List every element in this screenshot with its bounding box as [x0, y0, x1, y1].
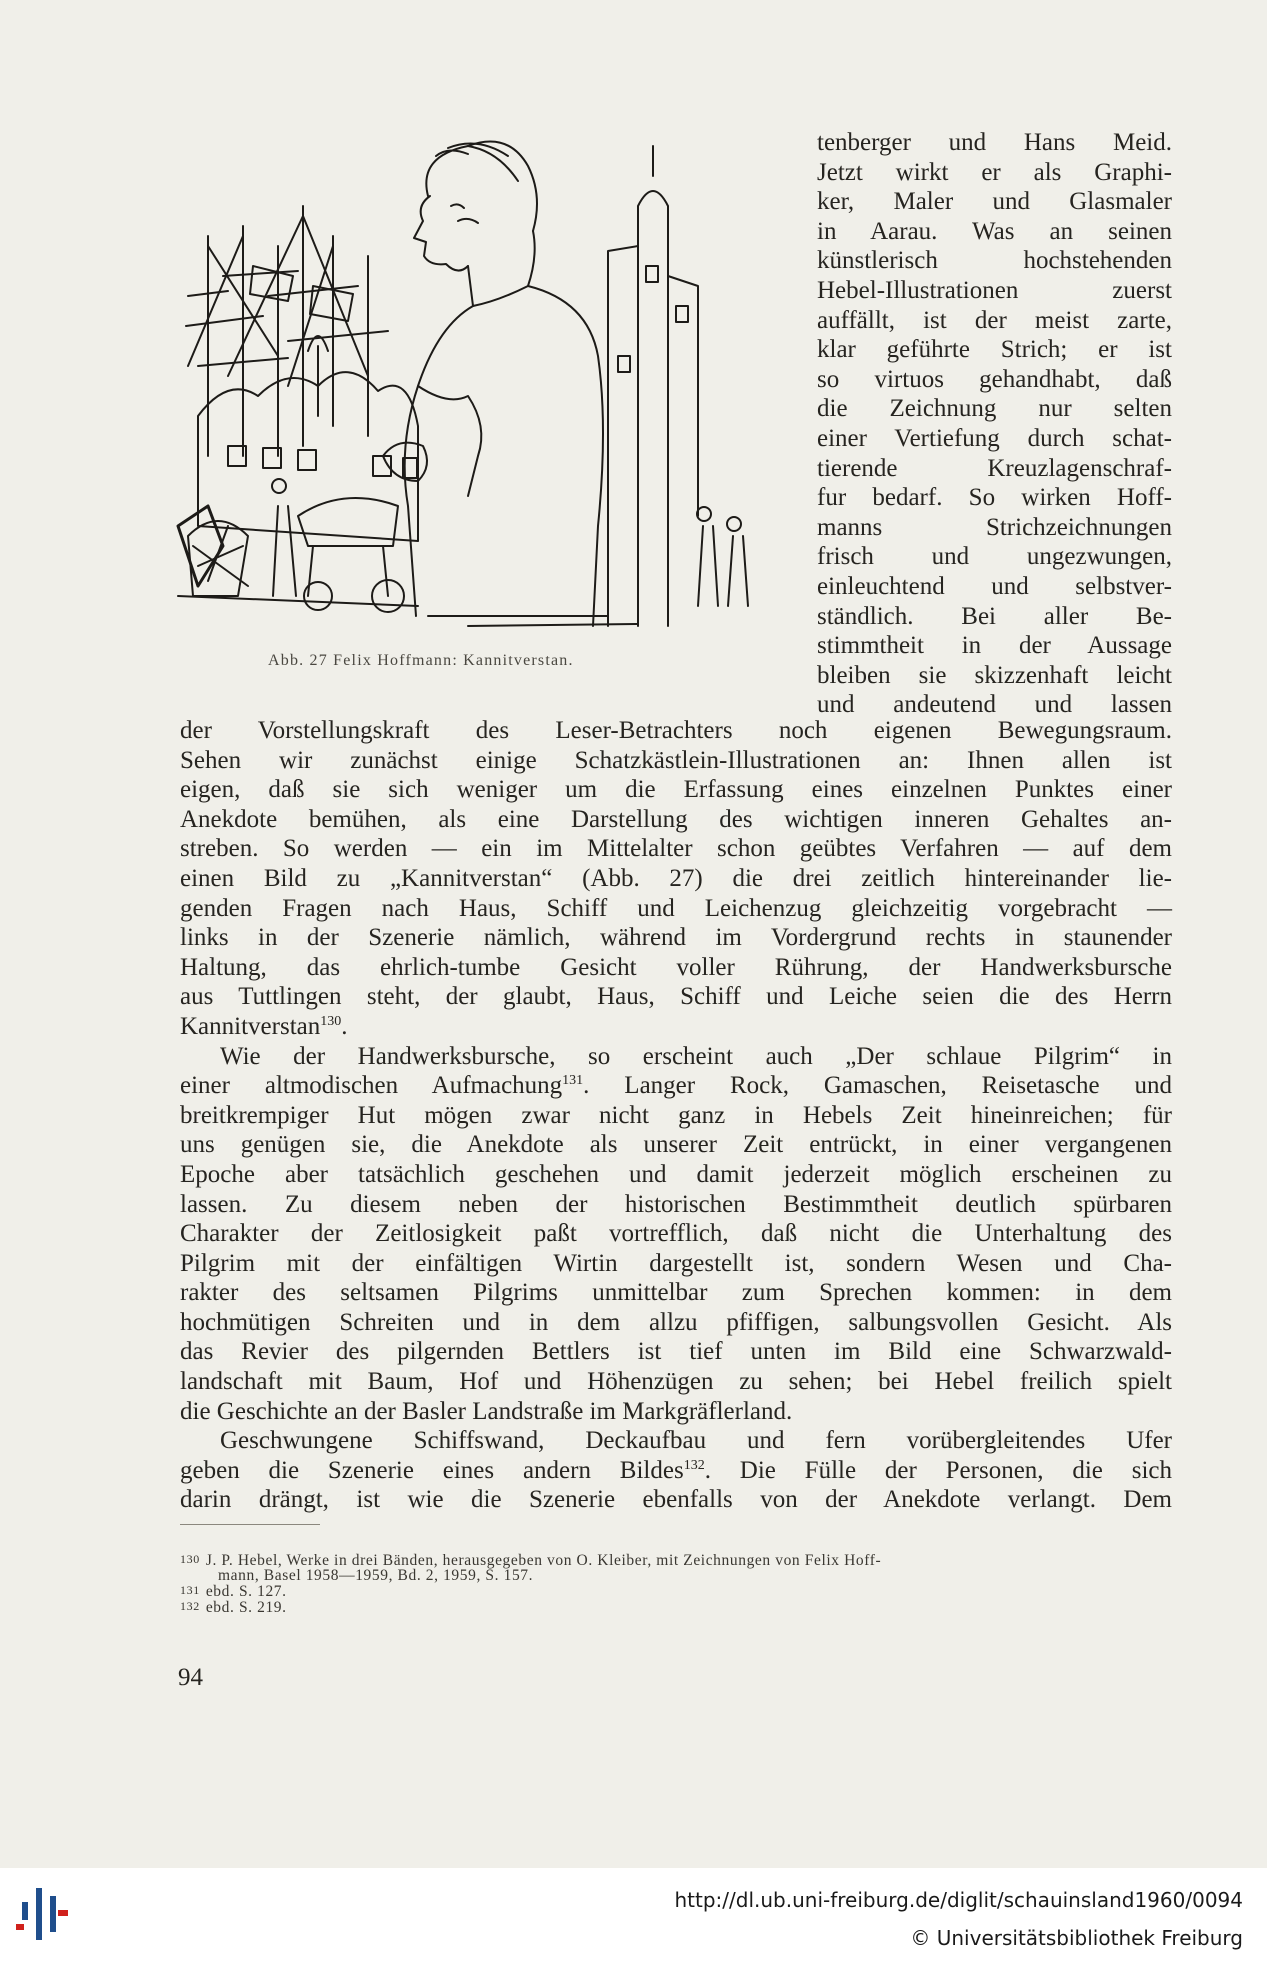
text-span: Kannitverstan	[180, 1012, 321, 1040]
text-line	[180, 1456, 1172, 1486]
text-line: tierende Kreuzlagenschraf-	[817, 454, 1172, 482]
text-span: .	[341, 1012, 348, 1040]
text-line: Haltung, das ehrlich-tumbe Gesicht voller Rührung, der Handwerksbursche	[180, 953, 1172, 981]
footnote-131	[180, 1583, 1172, 1599]
viewer-footer	[0, 1868, 1267, 1961]
text-line: ständlich. Bei aller Be-	[817, 602, 1172, 630]
text-line: Jetzt wirkt er als Graphi-	[817, 158, 1172, 186]
footnote-132	[180, 1599, 1172, 1615]
footnote-divider	[180, 1524, 320, 1525]
page-number: 94	[178, 1664, 203, 1691]
text-span: einer altmodischen Aufmachung	[180, 1072, 563, 1100]
illustration-kannitverstan	[168, 126, 762, 646]
text-line: uns genügen sie, die Anekdote als unserer Zeit entrückt, in einer vergangenen	[180, 1131, 1172, 1159]
text-line: rakter des seltsamen Pilgrims unmittelbar zum Sprechen kommen: in dem	[180, 1279, 1172, 1307]
text-line: manns Strichzeichnungen	[817, 513, 1172, 541]
text-line: die Geschichte an der Basler Landstraße im Markgräflerland.	[180, 1397, 793, 1425]
footnote-130	[180, 1552, 1172, 1568]
text-line: Geschwungene Schiffswand, Deckaufbau und fern vorübergleitendes Ufer	[220, 1427, 1172, 1455]
figure-caption: Abb. 27 Felix Hoffmann: Kannitverstan.	[268, 652, 574, 669]
text-line: so virtuos gehandhabt, daß	[817, 365, 1172, 393]
footnote-text: ebd. S. 219.	[205, 1599, 287, 1616]
text-line: Sehen wir zunächst einige Schatzkästlein-Illustrationen an: Ihnen allen ist	[180, 746, 1172, 774]
text-line	[180, 1071, 1172, 1101]
text-column-beside-figure	[817, 128, 1172, 720]
text-line: fur bedarf. So wirken Hoff-	[817, 484, 1172, 512]
footnote-number: 130	[180, 1552, 200, 1566]
text-line	[180, 1012, 1172, 1042]
footnote-ref-131[interactable]: 131	[562, 1073, 584, 1089]
text-line: einer Vertiefung durch schat-	[817, 424, 1172, 452]
footnotes	[180, 1552, 1172, 1615]
footnote-ref-130[interactable]: 130	[320, 1013, 342, 1029]
text-line: in Aarau. Was an seinen	[817, 217, 1172, 245]
text-line: künstlerisch hochstehenden	[817, 247, 1172, 275]
permalink-url[interactable]: http://dl.ub.uni-freiburg.de/diglit/schauinsland1960/0094	[674, 1888, 1243, 1912]
ink-drawing-image	[168, 126, 762, 646]
footnote-number: 131	[180, 1583, 200, 1597]
text-span: geben die Szenerie eines andern Bildes	[180, 1456, 684, 1484]
text-line: Hebel-Illustrationen zuerst	[817, 276, 1172, 304]
text-line: das Revier des pilgernden Bettlers ist tief unten im Bild eine Schwarzwald-	[180, 1338, 1172, 1366]
footnote-ref-132[interactable]: 132	[683, 1457, 705, 1473]
text-line: darin drängt, ist wie die Szenerie ebenfalls von der Anekdote verlangt. Dem	[180, 1486, 1172, 1514]
text-span: . Langer Rock, Gamaschen, Reisetasche und	[583, 1072, 1172, 1100]
text-line: aus Tuttlingen steht, der glaubt, Haus, Schiff und Leiche seien die des Herrn	[180, 983, 1172, 1011]
footnote-130-continuation: mann, Basel 1958—1959, Bd. 2, 1959, S. 157.	[218, 1567, 534, 1584]
text-line: Epoche aber tatsächlich geschehen und damit jederzeit möglich erscheinen zu	[180, 1160, 1172, 1188]
text-line: Anekdote bemühen, als eine Darstellung des wichtigen inneren Gehaltes an-	[180, 805, 1172, 833]
text-line: ker, Maler und Glasmaler	[817, 188, 1172, 216]
text-line: Pilgrim mit der einfältigen Wirtin dargestellt ist, sondern Wesen und Cha-	[180, 1249, 1172, 1277]
text-line: Wie der Handwerksbursche, so erscheint auch „Der schlaue Pilgrim“ in	[220, 1042, 1172, 1070]
text-line: eigen, daß sie sich weniger um die Erfassung eines einzelnen Punktes einer	[180, 776, 1172, 804]
text-line: breitkrempiger Hut mögen zwar nicht ganz in Hebels Zeit hineinreichen; für	[180, 1101, 1172, 1129]
text-line: lassen. Zu diesem neben der historischen Bestimmtheit deutlich spürbaren	[180, 1190, 1172, 1218]
text-span: . Die Fülle der Personen, die sich	[704, 1456, 1172, 1484]
text-line: die Zeichnung nur selten	[817, 395, 1172, 423]
footnote-number: 132	[180, 1599, 200, 1613]
text-line: und andeutend und lassen	[817, 691, 1172, 719]
text-line: einleuchtend und selbstver-	[817, 572, 1172, 600]
text-line: genden Fragen nach Haus, Schiff und Leichenzug gleichzeitig vorgebracht —	[180, 894, 1172, 922]
text-line: klar geführte Strich; er ist	[817, 336, 1172, 364]
text-line: hochmütigen Schreiten und in dem allzu pfiffigen, salbungsvollen Gesicht. Als	[180, 1308, 1172, 1336]
text-line: bleiben sie skizzenhaft leicht	[817, 661, 1172, 689]
text-line: der Vorstellungskraft des Leser-Betrachters noch eigenen Bewegungsraum.	[180, 717, 1172, 744]
body-text	[180, 716, 1172, 1515]
footnote-text: J. P. Hebel, Werke in drei Bänden, herausgegeben von O. Kleiber, mit Zeichnungen von Felix Hoff-	[205, 1552, 882, 1569]
text-line: einen Bild zu „Kannitverstan“ (Abb. 27) die drei zeitlich hintereinander lie-	[180, 864, 1172, 892]
text-line: Charakter der Zeitlosigkeit paßt vortrefflich, daß nicht die Unterhaltung des	[180, 1220, 1172, 1248]
text-line: links in der Szenerie nämlich, während im Vordergrund rechts in staunender	[180, 924, 1172, 952]
text-line: frisch und ungezwungen,	[817, 543, 1172, 571]
copyright-notice: © Universitätsbibliothek Freiburg	[910, 1926, 1243, 1950]
footnote-text: ebd. S. 127.	[205, 1583, 287, 1600]
ub-freiburg-logo-icon[interactable]	[14, 1882, 78, 1946]
text-line: auffällt, ist der meist zarte,	[817, 306, 1172, 334]
text-line: stimmtheit in der Aussage	[817, 632, 1172, 660]
text-line: streben. So werden — ein im Mittelalter schon geübtes Verfahren — auf dem	[180, 835, 1172, 863]
text-line: landschaft mit Baum, Hof und Höhenzügen zu sehen; bei Hebel freilich spielt	[180, 1368, 1172, 1396]
text-line: tenberger und Hans Meid.	[817, 129, 1172, 156]
